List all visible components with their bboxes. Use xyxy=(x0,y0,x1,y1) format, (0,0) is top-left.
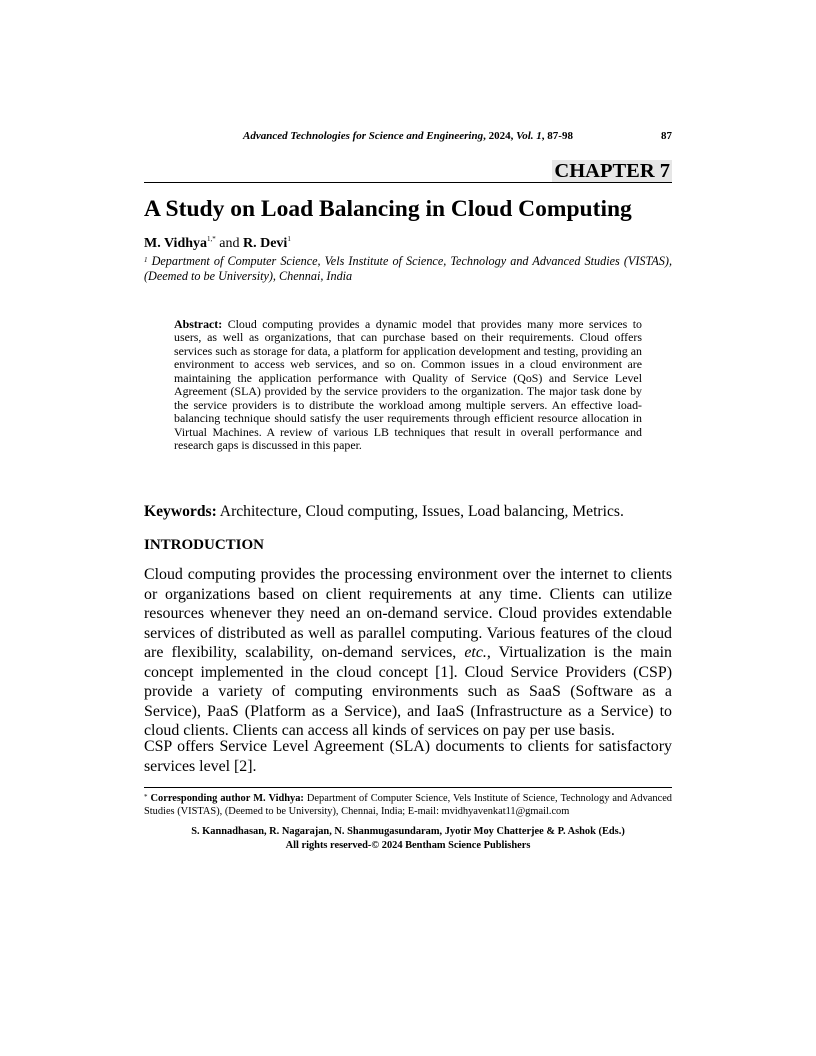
page-number: 87 xyxy=(661,130,672,142)
intro-p1-etc: etc. xyxy=(464,644,487,661)
copyright-line: All rights reserved-© 2024 Bentham Science Publishers xyxy=(285,839,531,851)
affiliation-text: Department of Computer Science, Vels Institute of Science, Technology and Advanced Studies (VISTAS), (Deemed to be University), Chennai, India xyxy=(144,254,672,283)
keywords-text: Architecture, Cloud computing, Issues, Load balancing, Metrics. xyxy=(216,503,624,520)
affiliation xyxy=(144,254,672,284)
footnote-divider xyxy=(144,787,672,788)
intro-paragraph-1 xyxy=(144,565,672,741)
abstract-text: Cloud computing provides a dynamic model that provides many more services to users, as well as organizations, that can purchase based on their requirements. Cloud offers services such as storage for data, a platform for application development and testing, providing an environment to access web services, and so on. Common issues in a cloud environment are maintaining the application performance with Quality of Service (QoS) and Service Level Agreement (SLA) provided by the service providers to the organization. The major task done by the service providers is to distribute the workload among multiple servers. An effective load-balancing technique should satisfy the user requirements through efficient resource allocation in Virtual Machines. A review of various LB techniques that result in overall performance and research gaps is discussed in this paper. xyxy=(174,317,642,453)
author-1-affil: 1,* xyxy=(207,235,216,243)
footnote-label: Corresponding author M. Vidhya: xyxy=(147,793,304,804)
intro-p1-text-a: Cloud computing provides the processing environment over the internet to clients or organizations based on client requirements at any time. Clients can utilize resources whenever they need an on-demand service. Cloud provides extendable services of distributed as well as parallel computing. Various features of the cloud are flexibility, scalability, on-demand services, xyxy=(144,566,672,661)
author-2: R. Devi xyxy=(242,236,288,251)
journal-volume: Vol. 1 xyxy=(516,130,542,142)
footnote xyxy=(144,792,672,818)
keywords-label: Keywords: xyxy=(144,503,217,520)
author-1: M. Vidhya xyxy=(144,236,208,251)
journal-name: Advanced Technologies for Science and Engineering xyxy=(243,130,484,142)
keywords xyxy=(144,503,672,521)
author-conj: and xyxy=(215,236,243,251)
journal-pages: , 87-98 xyxy=(541,130,573,142)
affiliation-marker: 1 xyxy=(144,256,148,264)
intro-p1-text-b: , Virtualization is the main concept implemented in the cloud concept [1]. Cloud Service Providers (CSP) provide a variety of computing environments such as SaaS (Software as a Service), PaaS (Platform as a Service), and IaaS (Infrastructure as a Service) to cloud clients. Clients can access all kinds of services on pay per use basis. xyxy=(144,644,672,739)
section-heading-introduction: INTRODUCTION xyxy=(144,537,265,553)
footnote-marker: * xyxy=(144,793,148,801)
authors xyxy=(144,236,291,252)
footnote-text: Department of Computer Science, Vels Institute of Science, Technology and Advanced Studies (VISTAS), (Deemed to be University), Chennai, India; E-mail: mvidhyavenkat11@gmail.com xyxy=(144,793,673,817)
editors-credit xyxy=(144,825,672,852)
running-header xyxy=(144,130,672,142)
author-2-affil: 1 xyxy=(287,235,291,243)
abstract-label: Abstract: xyxy=(174,317,223,331)
header-divider xyxy=(144,182,672,183)
journal-year: , 2024, xyxy=(483,130,517,142)
page-title: A Study on Load Balancing in Cloud Computing xyxy=(144,196,632,222)
chapter-label: CHAPTER 7 xyxy=(554,160,670,182)
editors-line: S. Kannadhasan, R. Nagarajan, N. Shanmugasundaram, Jyotir Moy Chatterjee & P. Ashok (Eds.) xyxy=(191,826,625,837)
abstract xyxy=(174,318,642,453)
intro-paragraph-2: CSP offers Service Level Agreement (SLA) documents to clients for satisfactory services level [2]. xyxy=(144,738,672,775)
